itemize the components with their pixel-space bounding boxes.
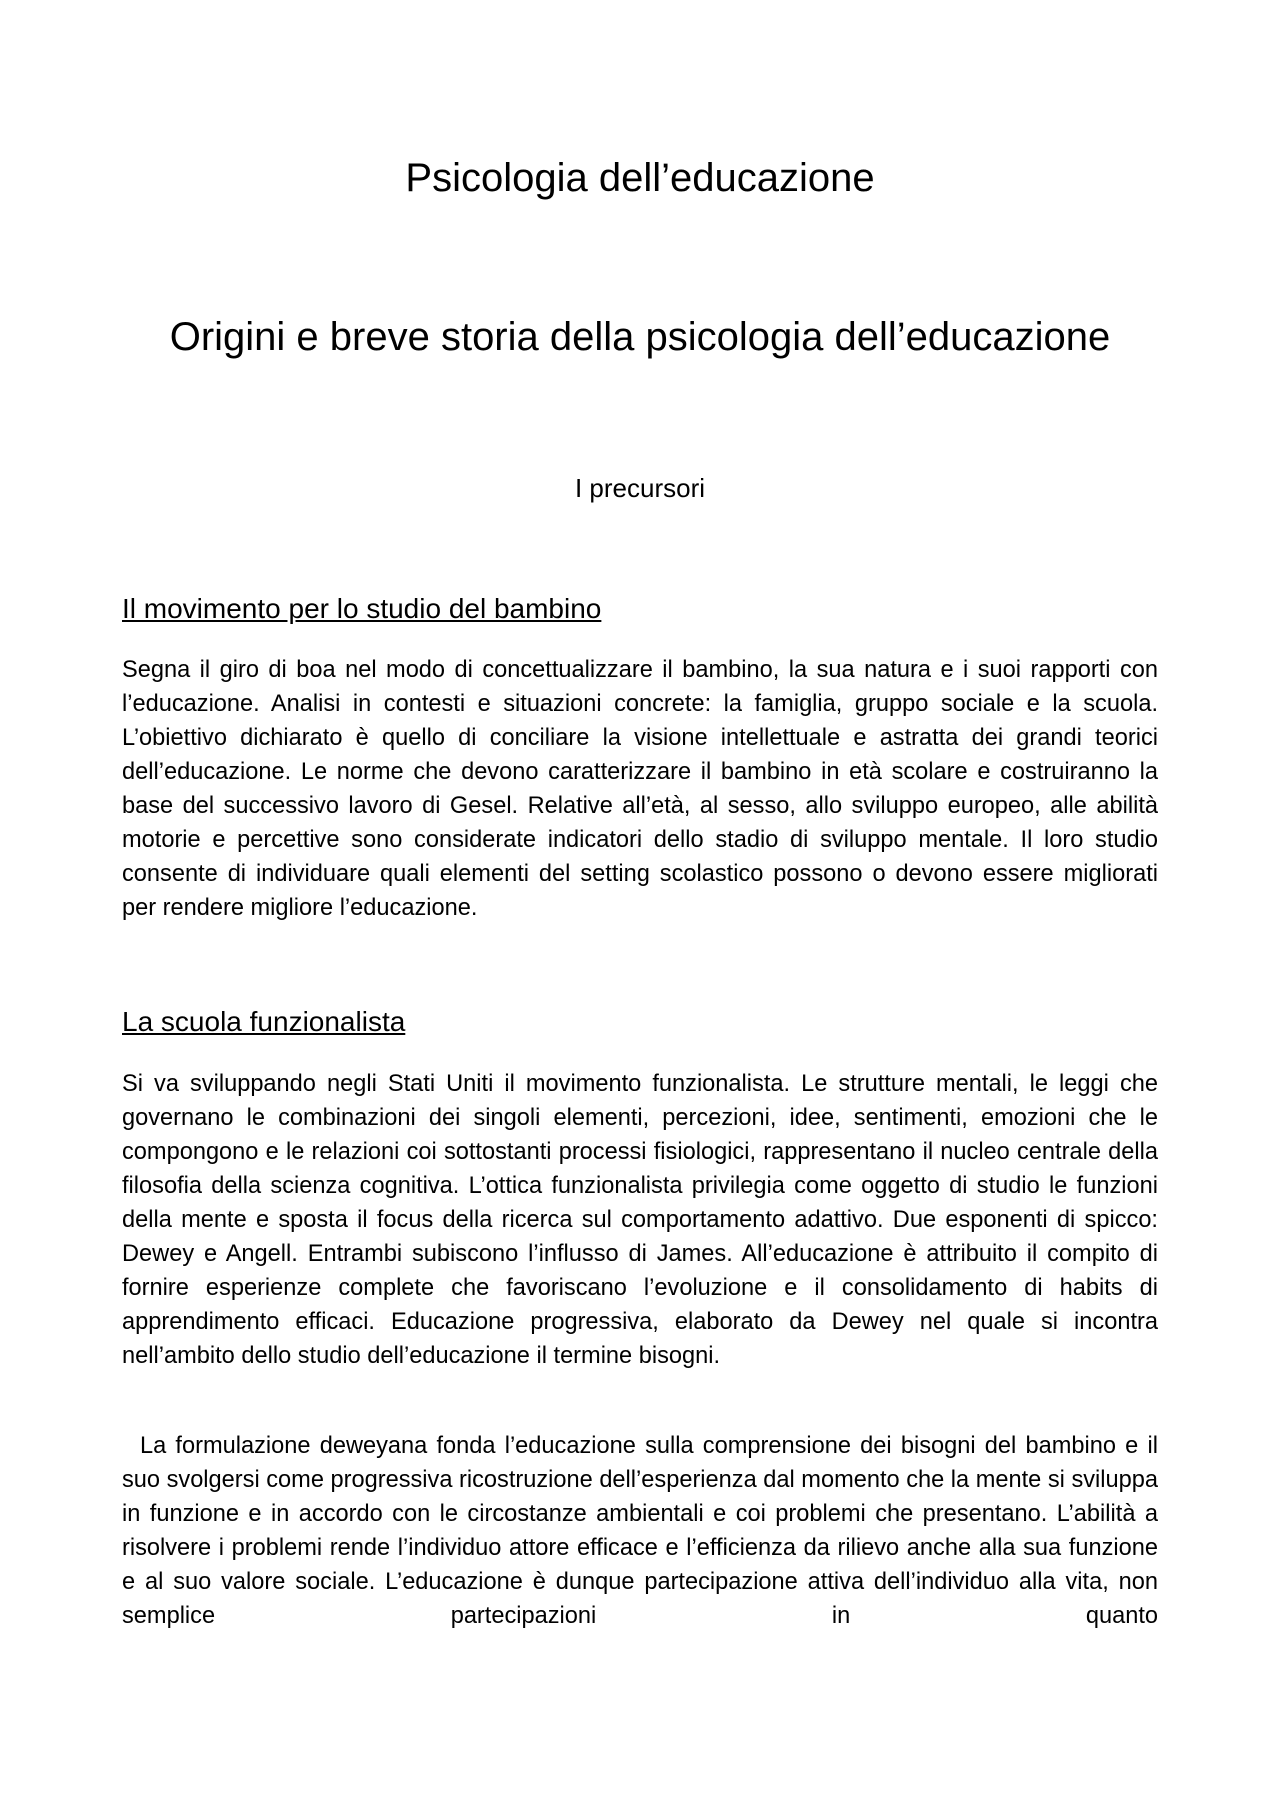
section-paragraph: La formulazione deweyana fonda l’educazione sulla comprensione dei bisogni del bambino e il suo svolgersi come progressiva ricostruzione dell’esperienza dal momento che la mente si sviluppa in funzione e in accordo con le circostanze ambientali e coi problemi che presentano. L’abilità a risolvere i problemi rende l’individuo attore efficace e l’efficienza da rilievo anche alla sua funzione e al suo valore sociale. L’educazione è dunque partecipazione attiva dell’individuo alla vita, non semplice partecipazioni in quanto bbox=[122, 1433, 1159, 1629]
section-heading-studio-bambino: Il movimento per lo studio del bambino bbox=[122, 593, 602, 624]
part-heading: I precursori bbox=[574, 473, 706, 503]
section-heading-scuola-funzionalista: La scuola funzionalista bbox=[122, 1006, 406, 1037]
document-title: Psicologia dell’educazione bbox=[405, 156, 875, 200]
document-subtitle: Origini e breve storia della psicologia dell’educazione bbox=[169, 315, 1111, 359]
section-paragraph: Si va sviluppando negli Stati Uniti il movimento funzionalista. Le strutture mentali, le leggi che governano le combinazioni dei singoli elementi, percezioni, idee, sentimenti, emozioni che le compongono e le relazioni coi sottostanti processi fisiologici, rappresentano il nucleo centrale della filosofia della scienza cognitiva. L’ottica funzionalista privilegia come oggetto di studio le funzioni della mente e sposta il focus della ricerca sul comportamento adattivo. Due esponenti di spicco: Dewey e Angell. Entrambi subiscono l’influsso di James. All’educazione è attribuito il compito di fornire esperienze complete che favoriscano l’evoluzione e il consolidamento di habits di apprendimento efficaci. Educazione progressiva, elaborato da Dewey nel quale si incontra nell’ambito dello studio dell’educazione il termine bisogni. bbox=[122, 1071, 1158, 1369]
section-paragraph: Segna il giro di boa nel modo di concettualizzare il bambino, la sua natura e i suoi rapporti con l’educazione. Analisi in contesti e situazioni concrete: la famiglia, gruppo sociale e la scuola. L’obiettivo dichiarato è quello di conciliare la visione intellettuale e astratta dei grandi teorici dell’educazione. Le norme che devono caratterizzare il bambino in età scolare e costruiranno la base del successivo lavoro di Gesel. Relative all’età, al sesso, allo sviluppo europeo, alle abilità motorie e percettive sono considerate indicatori dello stadio di sviluppo mentale. Il loro studio consente di individuare quali elementi del setting scolastico possono o devono essere migliorati per rendere migliore l’educazione. bbox=[122, 657, 1158, 921]
